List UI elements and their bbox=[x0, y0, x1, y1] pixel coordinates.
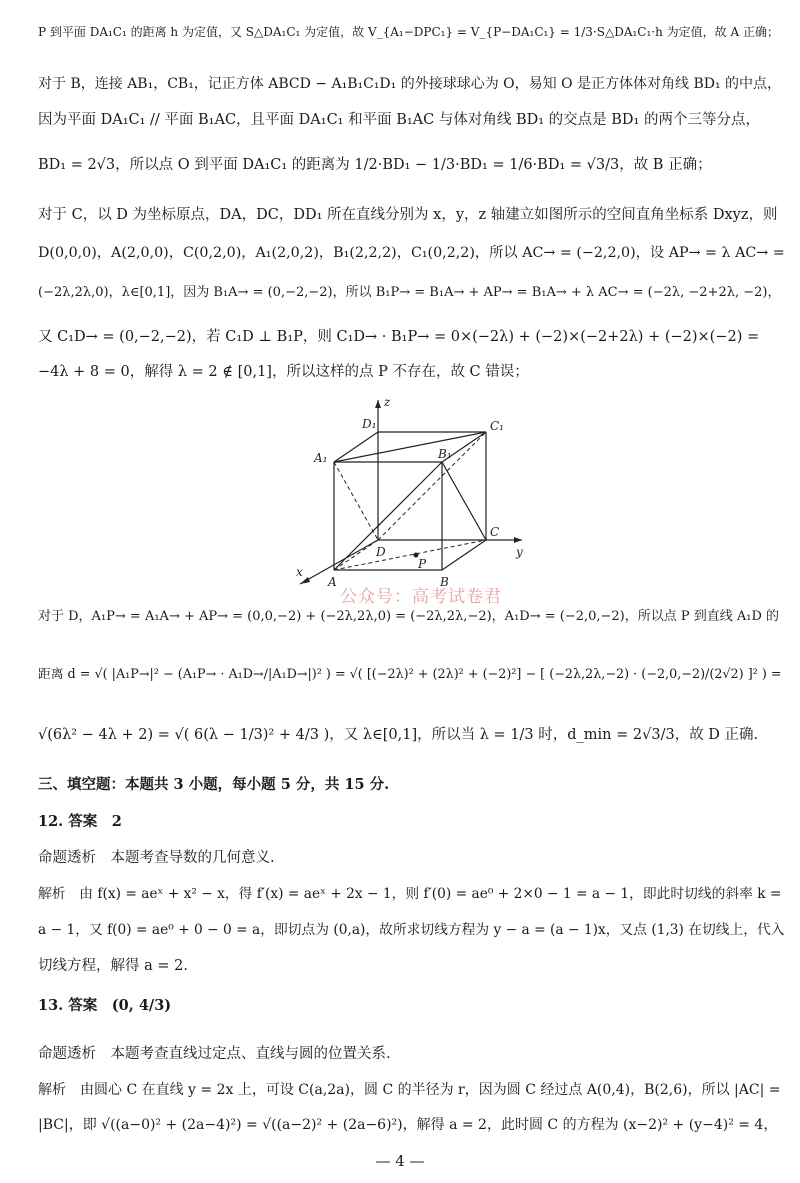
text-line: −4λ + 8 = 0，解得 λ = 2 ∉ [0,1]，所以这样的点 P 不存在，故 C 错误； bbox=[38, 364, 529, 380]
label-p: P bbox=[418, 557, 427, 571]
label-d1: D₁ bbox=[362, 417, 377, 431]
label-z: z bbox=[384, 395, 391, 409]
text-line: 距离 d = √( |A₁P→|² − (A₁P→ · A₁D→/|A₁D→|)² ) = √( [(−2λ)² + (2λ)² + (−2)²] − [ (−2λ,2λ,−2) · (−2,0,−2)/(2√2) ]² ) = bbox=[38, 667, 782, 682]
text-line: 对于 B，连接 AB₁，CB₁，记正方体 ABCD − A₁B₁C₁D₁ 的外接球球心为 O，易知 O 是正方体体对角线 BD₁ 的中点， bbox=[38, 76, 782, 92]
watermark: 公众号：高考试卷君 bbox=[340, 587, 502, 607]
text-line: 切线方程，解得 a = 2. bbox=[38, 958, 188, 974]
label-b: B bbox=[440, 575, 449, 589]
label-y: y bbox=[516, 545, 523, 559]
text-line: 命题透析 本题考查导数的几何意义. bbox=[38, 850, 275, 866]
text-line: a − 1，又 f(0) = ae⁰ + 0 − 0 = a，即切点为 (0,a)，故所求切线方程为 y − a = (a − 1)x，又点 (1,3) 在切线上，代入 bbox=[38, 922, 785, 938]
cube-figure bbox=[290, 390, 530, 590]
label-a1: A₁ bbox=[314, 451, 328, 465]
text-line: 对于 C，以 D 为坐标原点，DA，DC，DD₁ 所在直线分别为 x，y，z 轴建立如图所示的空间直角坐标系 Dxyz，则 bbox=[38, 207, 778, 223]
label-c: C bbox=[490, 525, 500, 539]
label-b1: B₁ bbox=[438, 447, 452, 461]
text-line: 解析 由 f(x) = aeˣ + x² − x，得 f′(x) = aeˣ + 2x − 1，则 f′(0) = ae⁰ + 2×0 − 1 = a − 1，即此时切线的斜率 k = bbox=[38, 886, 782, 902]
text-line: D(0,0,0)，A(2,0,0)，C(0,2,0)，A₁(2,0,2)，B₁(2,2,2)，C₁(0,2,2)，所以 AC→ = (−2,2,0)，设 AP→ = λ AC→ = bbox=[38, 245, 785, 261]
text-line: |BC|，即 √((a−0)² + (2a−4)²) = √((a−2)² + (2a−6)²)，解得 a = 2，此时圆 C 的方程为 (x−2)² + (y−4)² = 4， bbox=[38, 1117, 778, 1133]
text-line: 又 C₁D→ = (0,−2,−2)，若 C₁D ⊥ B₁P，则 C₁D→ · B₁P→ = 0×(−2λ) + (−2)×(−2+2λ) + (−2)×(−2) = bbox=[38, 329, 760, 345]
label-d: D bbox=[376, 545, 386, 559]
question-answer: 13. 答案 (0, 4/3) bbox=[38, 997, 172, 1014]
text-line: 命题透析 本题考查直线过定点、直线与圆的位置关系. bbox=[38, 1046, 391, 1062]
label-c1: C₁ bbox=[490, 419, 504, 433]
text-line: 解析 由圆心 C 在直线 y = 2x 上，可设 C(a,2a)，圆 C 的半径为 r，因为圆 C 经过点 A(0,4)，B(2,6)，所以 |AC| = bbox=[38, 1082, 781, 1098]
label-a: A bbox=[328, 575, 337, 589]
page-number: — 4 — bbox=[375, 1152, 425, 1170]
section-heading: 三、填空题：本题共 3 小题，每小题 5 分，共 15 分. bbox=[38, 776, 390, 793]
text-line: P 到平面 DA₁C₁ 的距离 h 为定值，又 S△DA₁C₁ 为定值，故 V_{A₁−DPC₁} = V_{P−DA₁C₁} = 1/3·S△DA₁C₁·h 为定值，故 A 正确； bbox=[38, 25, 779, 39]
question-answer: 12. 答案 2 bbox=[38, 813, 122, 830]
text-line: √(6λ² − 4λ + 2) = √( 6(λ − 1/3)² + 4/3 )，又 λ∈[0,1]，所以当 λ = 1/3 时，d_min = 2√3/3，故 D 正确. bbox=[38, 727, 759, 743]
text-line: 因为平面 DA₁C₁ // 平面 B₁AC，且平面 DA₁C₁ 和平面 B₁AC 与体对角线 BD₁ 的交点是 BD₁ 的两个三等分点， bbox=[38, 112, 760, 128]
label-x: x bbox=[296, 565, 303, 579]
text-line: (−2λ,2λ,0)，λ∈[0,1]，因为 B₁A→ = (0,−2,−2)，所以 B₁P→ = B₁A→ + AP→ = B₁A→ + λ AC→ = (−2λ, −2+2λ, −2)， bbox=[38, 285, 781, 300]
text-line: BD₁ = 2√3，所以点 O 到平面 DA₁C₁ 的距离为 1/2·BD₁ − 1/3·BD₁ = 1/6·BD₁ = √3/3，故 B 正确； bbox=[38, 157, 712, 173]
text-line: 对于 D，A₁P→ = A₁A→ + AP→ = (0,0,−2) + (−2λ,2λ,0) = (−2λ,2λ,−2)，A₁D→ = (−2,0,−2)，所以点 P 到直线 A₁D 的 bbox=[38, 609, 780, 624]
